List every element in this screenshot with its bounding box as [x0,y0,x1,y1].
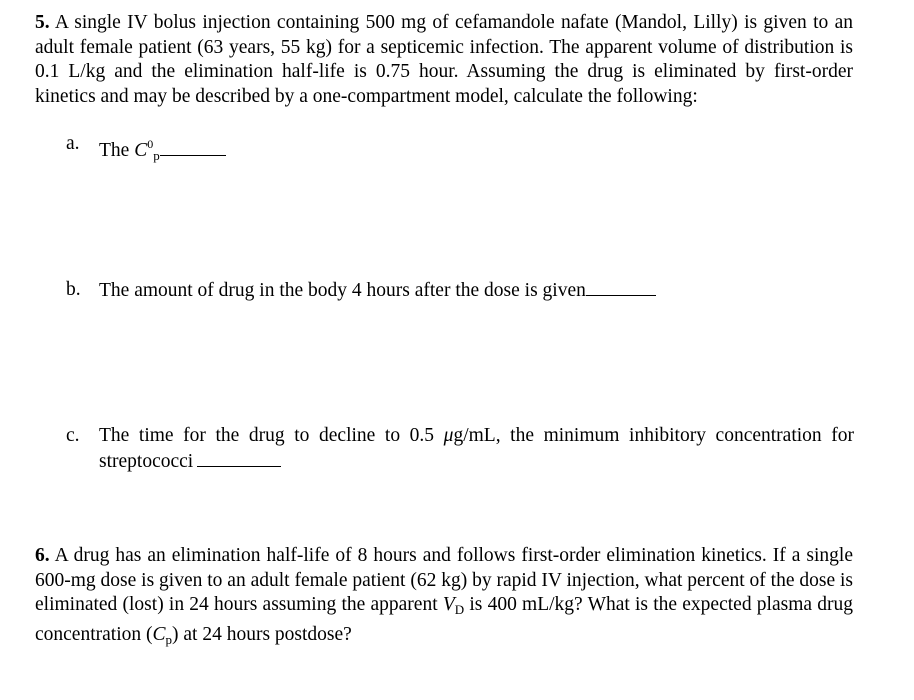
part-text-after: g/mL, the minimum inhibitory concentration for streptococci [99,425,854,472]
superscript: 0 [147,137,154,151]
part-a [66,132,854,169]
vd-subscript: D [454,602,465,617]
answer-blank[interactable] [197,449,281,467]
answer-blank[interactable] [160,138,226,156]
answer-blank[interactable] [586,278,656,296]
concentration-symbol: C [134,140,148,161]
part-text-before: The time for the drug to decline to 0.5 [99,425,444,446]
question-text-3: ) at 24 hours postdose? [172,623,352,645]
subscript: p [153,148,160,163]
question-number: 6. [35,545,50,566]
part-text: The [99,140,135,161]
question-6 [35,544,853,652]
question-text-1: A drug has an elimination half-life of 8 hours and follows first-order elimination kinetics. If a single 600-mg dose is given to an adult female patient (62 kg) by rapid IV injection, what percent of the dose is eliminated (lost) in 24 hours assuming the apparent [35,545,853,615]
part-label: c. [66,425,80,446]
question-number: 5. [35,12,50,33]
part-label: a. [66,133,80,154]
question-5 [35,11,853,109]
cp-subscript: p [165,631,173,647]
vd-symbol: V [442,594,455,615]
question-text: A single IV bolus injection containing 500 mg of cefamandole nafate (Mandol, Lilly) is given to an adult female patient (63 years, 55 kg) for a septicemic infection. The apparent volume of distribution is 0.1 L/kg and the elimination half-life is 0.75 hour. Assuming the drug is eliminated by first-order kinetics and may be described by a one-compartment model, calculate the following: [35,12,853,107]
part-c [66,424,854,474]
part-b [66,278,854,304]
cp-symbol: C [152,623,166,645]
question-text-2: is 400 mL/kg? What is the expected plasma drug concentration ( [35,594,853,645]
part-label: b. [66,279,81,300]
part-text: The amount of drug in the body 4 hours after the dose is given [99,280,586,301]
micro-symbol: μ [443,425,454,446]
